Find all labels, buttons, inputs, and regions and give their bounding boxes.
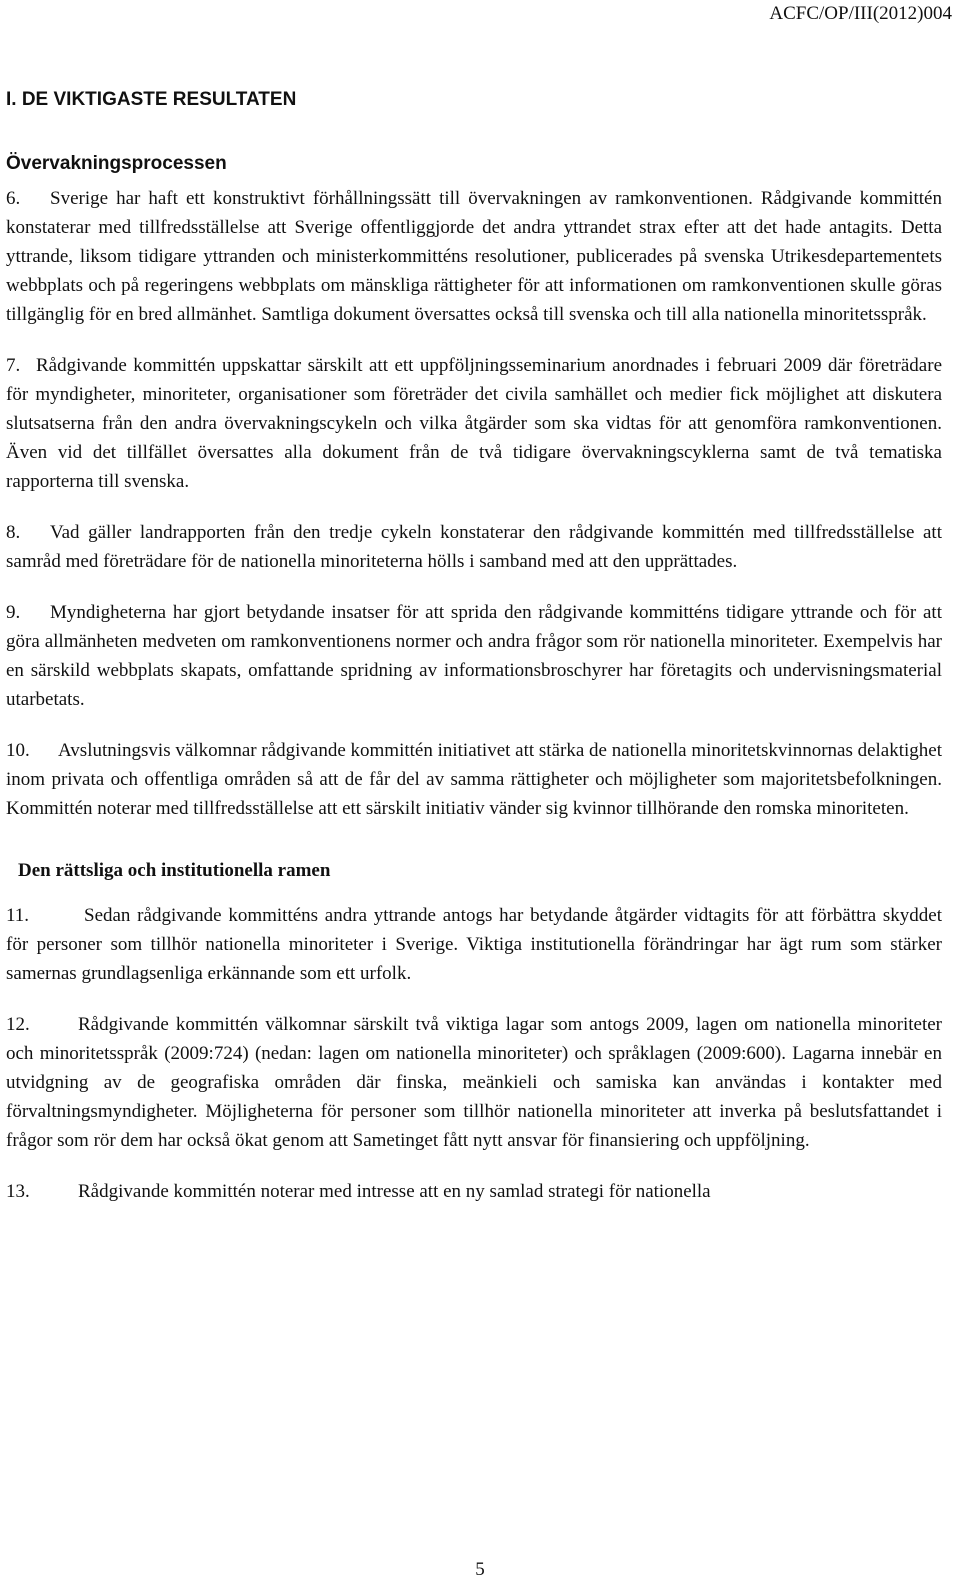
section-heading-legal-framework: Den rättsliga och institutionella ramen — [18, 860, 331, 881]
paragraph-text: Rådgivande kommittén noterar med intresse att en ny samlad strategi för nationella — [78, 1181, 711, 1202]
chapter-title: I. DE VIKTIGASTE RESULTATEN — [6, 89, 297, 110]
document-reference: ACFC/OP/III(2012)004 — [769, 3, 952, 24]
paragraph-10 — [6, 736, 942, 823]
paragraph-number: 11. — [6, 905, 30, 926]
paragraph-12 — [6, 1010, 942, 1155]
paragraph-number: 6. — [6, 188, 21, 209]
paragraph-text: Vad gäller landrapporten från den tredje cykeln konstaterar den rådgivande kommittén med tillfredsställelse att samråd med företrädare för de nationella minoriteterna hölls i samband med att den upprättades. — [6, 522, 942, 572]
paragraph-text: Avslutningsvis välkomnar rådgivande kommittén initiativet att stärka de nationella minoritetskvinnornas delaktighet inom privata och offentliga områden så att de får del av samma rättigheter och möjligheter som majoritetsbefolkningen. Kommittén noterar med tillfredsställelse att ett särskilt initiativ vänder sig kvinnor tillhörande den romska minoriteten. — [6, 740, 943, 819]
paragraph-number: 13. — [6, 1181, 30, 1202]
page-number: 5 — [475, 1559, 485, 1580]
paragraph-text: Myndigheterna har gjort betydande insatser för att sprida den rådgivande kommitténs tidigare yttrande och för att göra allmänheten medveten om ramkonventionens normer och andra frågor som rör nationella minoriteter. Exempelvis har en särskild webbplats skapats, omfattande spridning av informationsbroschyrer har företagits och undervisningsmaterial utarbetats. — [6, 602, 942, 710]
paragraph-text: Rådgivande kommittén uppskattar särskilt att ett uppföljningsseminarium anordnades i februari 2009 där företrädare för myndigheter, minoriteter, organisationer som företräder det civila samhället och medier fick möjlighet att diskutera slutsatserna från den andra övervakningscykeln och vilka åtgärder som ska vidtas för att genomföra ramkonventionen. Även vid det tillfället översattes alla dokument från de två tidigare övervakningscyklerna samt de två tematiska rapporterna till svenska. — [6, 355, 942, 492]
paragraph-6 — [6, 184, 942, 329]
paragraph-number: 7. — [6, 355, 21, 376]
paragraph-13 — [6, 1177, 942, 1206]
paragraph-9 — [6, 598, 942, 714]
section-heading-monitoring: Övervakningsprocessen — [6, 153, 227, 174]
paragraph-11 — [6, 901, 942, 988]
paragraph-7 — [6, 351, 942, 496]
paragraph-text: Sverige har haft ett konstruktivt förhållningssätt till övervakningen av ramkonventionen. Rådgivande kommittén konstaterar med tillfredsställelse att Sverige offentliggjorde det andra yttrandet strax efter att det hade antagits. Detta yttrande, liksom tidigare yttranden och ministerkommitténs resolutioner, publicerades på svenska Utrikesdepartementets webbplats och på regeringens webbplats om mänskliga rättigheter för att informationen om ramkonventionen skulle göras tillgänglig för en bred allmänhet. Samtliga dokument översattes också till svenska och till alla nationella minoritetsspråk. — [6, 188, 942, 325]
paragraph-number: 9. — [6, 602, 21, 623]
paragraph-8 — [6, 518, 942, 576]
paragraph-number: 10. — [6, 740, 30, 761]
paragraph-text: Sedan rådgivande kommitténs andra yttrande antogs har betydande åtgärder vidtagits för att förbättra skyddet för personer som tillhör nationella minoriteter i Sverige. Viktiga institutionella förändringar har ägt rum som stärker samernas grundlagsenliga erkännande som ett urfolk. — [6, 905, 942, 984]
paragraph-number: 8. — [6, 522, 21, 543]
paragraph-text: Rådgivande kommittén välkomnar särskilt två viktiga lagar som antogs 2009, lagen om nationella minoriteter och minoritetsspråk (2009:724) (nedan: lagen om nationella minoriteter) och språklagen (2009:600). Lagarna innebär en utvidgning av de geografiska områden där finska, meänkieli och samiska kan användas i kontakter med förvaltningsmyndigheter. Möjligheterna för personer som tillhör nationella minoriteter att inverka på beslutsfattandet i frågor som rör dem har också ökat genom att Sametinget fått nytt ansvar för finansiering och uppföljning. — [6, 1014, 942, 1151]
paragraph-number: 12. — [6, 1014, 30, 1035]
document-body — [6, 86, 942, 1228]
